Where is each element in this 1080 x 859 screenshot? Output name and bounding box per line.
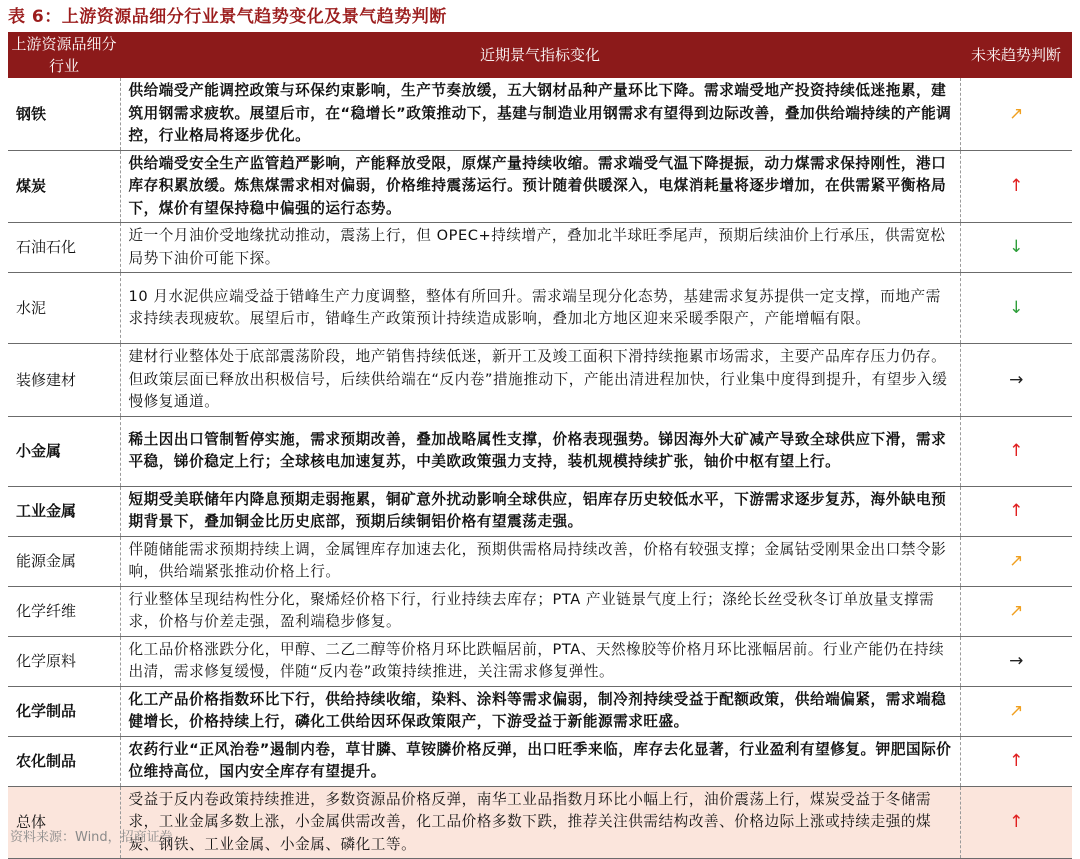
summary-row [8,786,1072,859]
arrow-down-icon: ↓ [960,273,1072,344]
industry-name: 总体 [8,786,120,859]
arrow-right-icon: → [960,636,1072,686]
indicator-description: 化工产品价格指数环比下行，供给持续收缩，染料、涂料等需求偏弱，制冷剂持续受益于配额政策，供给端偏紧，需求端稳健增长，价格持续上行，磷化工供给因环保政策限产，下游受益于新能源需求旺盛。 [120,686,960,736]
arrow-up-icon: ↑ [960,150,1072,223]
table-row [8,686,1072,736]
indicator-description: 稀土因出口管制暂停实施，需求预期改善，叠加战略属性支撑，价格表现强势。锑因海外大矿减产导致全球供应下滑，需求平稳，锑价稳定上行；全球核电加速复苏，中美欧政策强力支持，装机规模持续扩张，铀价中枢有望上行。 [120,416,960,486]
arrow-up-right-icon: ↗ [960,78,1072,150]
indicator-description: 供给端受产能调控政策与环保约束影响，生产节奏放缓，五大钢材品种产量环比下降。需求端受地产投资持续低迷拖累，建筑用钢需求疲软。展望后市，在“稳增长”政策推动下，基建与制造业用钢需求有望得到边际改善，叠加供给端持续的产能调控，行业格局将逐步优化。 [120,78,960,150]
table-row [8,344,1072,417]
industry-name: 能源金属 [8,536,120,586]
table-row [8,636,1072,686]
industry-name: 化学原料 [8,636,120,686]
table-row [8,273,1072,344]
industry-name: 石油石化 [8,223,120,273]
table-row [8,78,1072,150]
table-row [8,736,1072,786]
header-indicator-change: 近期景气指标变化 [120,32,960,78]
table-row [8,223,1072,273]
header-trend-judgment: 未来趋势判断 [960,32,1072,78]
table-row [8,536,1072,586]
header-industry: 上游资源品细分行业 [8,32,120,78]
industry-name: 钢铁 [8,78,120,150]
indicator-description: 行业整体呈现结构性分化，聚烯烃价格下行，行业持续去库存；PTA 产业链景气度上行；涤纶长丝受秋冬订单放量支撑需求，价格与价差走强，盈利端稳步修复。 [120,586,960,636]
industry-name: 煤炭 [8,150,120,223]
table-row [8,586,1072,636]
table-body [8,78,1072,859]
table-title: 表 6：上游资源品细分行业景气趋势变化及景气趋势判断 [8,7,447,27]
arrow-up-icon: ↑ [960,486,1072,536]
arrow-up-icon: ↑ [960,736,1072,786]
indicator-description: 受益于反内卷政策持续推进，多数资源品价格反弹，南华工业品指数月环比小幅上行，油价震荡上行，煤炭受益于冬储需求，工业金属多数上涨，小金属供需改善，化工品价格多数下跌，推荐关注供需结构改善、价格边际上涨或持续走强的煤炭、钢铁、工业金属、小金属、磷化工等。 [120,786,960,859]
industry-name: 小金属 [8,416,120,486]
arrow-up-right-icon: ↗ [960,686,1072,736]
indicator-description: 农药行业“正风治卷”遏制内卷，草甘膦、草铵膦价格反弹，出口旺季来临，库存去化显著，行业盈利有望修复。钾肥国际价位维持高位，国内安全库存有望提升。 [120,736,960,786]
arrow-up-right-icon: ↗ [960,586,1072,636]
table-header-row [8,32,1072,78]
industry-trend-table [8,32,1072,859]
arrow-right-icon: → [960,344,1072,417]
industry-name: 工业金属 [8,486,120,536]
indicator-description: 伴随储能需求预期持续上调，金属锂库存加速去化，预期供需格局持续改善，价格有较强支撑；金属钴受刚果金出口禁令影响，供给端紧张推动价格上行。 [120,536,960,586]
industry-name: 水泥 [8,273,120,344]
industry-name: 化学制品 [8,686,120,736]
indicator-description: 近一个月油价受地缘扰动推动，震荡上行，但 OPEC+持续增产，叠加北半球旺季尾声，预期后续油价上行承压，供需宽松局势下油价可能下探。 [120,223,960,273]
arrow-up-icon: ↑ [960,786,1072,859]
table-row [8,150,1072,223]
indicator-description: 短期受美联储年内降息预期走弱拖累，铜矿意外扰动影响全球供应，铝库存历史较低水平，下游需求逐步复苏，海外缺电预期背景下，叠加铜金比历史底部，预期后续铜铝价格有望震荡走强。 [120,486,960,536]
indicator-description: 10 月水泥供应端受益于错峰生产力度调整，整体有所回升。需求端呈现分化态势，基建需求复苏提供一定支撑，而地产需求持续表现疲软。展望后市，错峰生产政策预计持续造成影响，叠加北方地区迎来采暖季限产，产能增幅有限。 [120,273,960,344]
table-row [8,416,1072,486]
industry-name: 装修建材 [8,344,120,417]
arrow-up-icon: ↑ [960,416,1072,486]
indicator-description: 建材行业整体处于底部震荡阶段，地产销售持续低迷，新开工及竣工面积下滑持续拖累市场需求，主要产品库存压力仍存。但政策层面已释放出积极信号，后续供给端在“反内卷”措施推动下，产能出清进程加快，行业集中度得到提升，有望步入缓慢修复通道。 [120,344,960,417]
arrow-down-icon: ↓ [960,223,1072,273]
indicator-description: 供给端受安全生产监管趋严影响，产能释放受限，原煤产量持续收缩。需求端受气温下降提振，动力煤需求保持刚性，港口库存积累放缓。炼焦煤需求相对偏弱，价格维持震荡运行。预计随着供暖深入，电煤消耗量将逐步增加，在供需紧平衡格局下，煤价有望保持稳中偏强的运行态势。 [120,150,960,223]
arrow-up-right-icon: ↗ [960,536,1072,586]
source-note: 资料来源：Wind，招商证券 [10,830,173,845]
industry-name: 农化制品 [8,736,120,786]
industry-name: 化学纤维 [8,586,120,636]
indicator-description: 化工品价格涨跌分化，甲醇、二乙二醇等价格月环比跌幅居前，PTA、天然橡胶等价格月环比涨幅居前。行业产能仍在持续出清，需求修复缓慢，伴随“反内卷”政策持续推进，关注需求修复弹性。 [120,636,960,686]
table-row [8,486,1072,536]
